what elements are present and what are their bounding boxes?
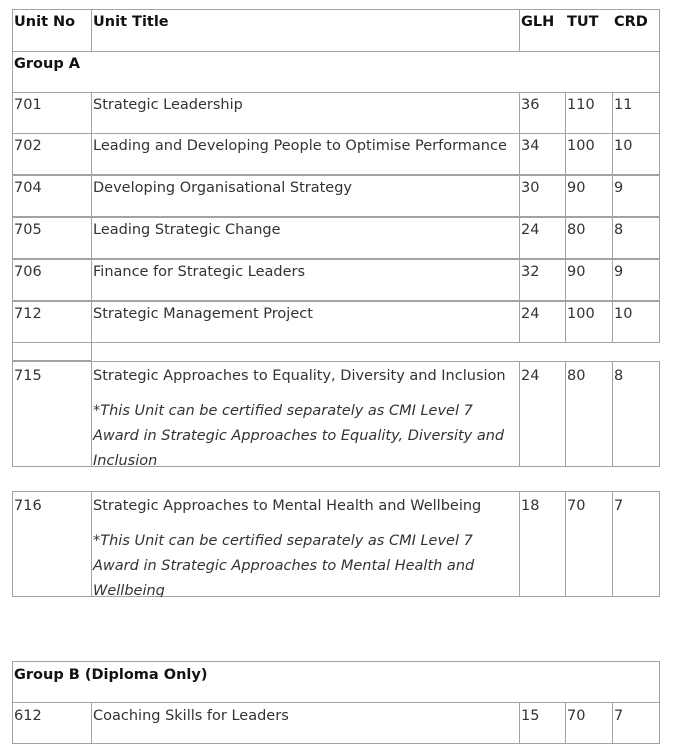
unit-note: *This Unit can be certified separately as CMI Level 7 Award in Strategic Approaches to Equality, Diversity and Inclusion bbox=[93, 403, 505, 467]
col-header-unit-no: Unit No bbox=[14, 14, 76, 30]
unit-note: *This Unit can be certified separately as CMI Level 7 Award in Strategic Approaches to Mental Health and Wellbeing bbox=[93, 533, 475, 597]
unit-glh: 24 bbox=[519, 301, 566, 343]
unit-no: 716 bbox=[14, 498, 42, 514]
unit-glh: 15 bbox=[519, 702, 566, 744]
header-row bbox=[12, 9, 660, 52]
unit-title: Strategic Leadership bbox=[91, 92, 520, 134]
unit-tut: 80 bbox=[565, 361, 612, 467]
table-row bbox=[12, 92, 660, 134]
unit-crd: 8 bbox=[612, 217, 659, 259]
col-header-glh: GLH bbox=[519, 9, 565, 52]
unit-glh: 24 bbox=[519, 217, 566, 259]
unit-glh: 30 bbox=[519, 175, 566, 217]
unit-no: 704 bbox=[14, 180, 42, 196]
table-row bbox=[12, 133, 660, 175]
unit-title: Developing Organisational Strategy bbox=[91, 175, 520, 217]
unit-no: 706 bbox=[14, 264, 42, 280]
unit-crd: 7 bbox=[612, 491, 659, 597]
unit-crd: 10 bbox=[612, 133, 659, 175]
group-a-row bbox=[12, 51, 660, 93]
col-header-tut: TUT bbox=[567, 14, 599, 30]
unit-glh: 34 bbox=[519, 133, 566, 175]
unit-tut: 90 bbox=[565, 259, 612, 301]
unit-no: 705 bbox=[14, 222, 42, 238]
unit-title: Finance for Strategic Leaders bbox=[91, 259, 520, 301]
unit-no: 612 bbox=[14, 708, 42, 724]
col-header-crd: CRD bbox=[614, 14, 648, 30]
empty-cell bbox=[12, 342, 92, 361]
unit-title: Leading and Developing People to Optimise Performance bbox=[91, 133, 520, 175]
unit-tut: 70 bbox=[565, 702, 612, 744]
unit-title: Strategic Approaches to Mental Health and Wellbeing bbox=[93, 498, 482, 514]
table-row bbox=[12, 301, 660, 343]
group-b-label: Group B (Diploma Only) bbox=[14, 667, 208, 683]
unit-title: Strategic Approaches to Equality, Diversity and Inclusion bbox=[93, 368, 506, 384]
table-row-716 bbox=[12, 491, 660, 597]
unit-crd: 11 bbox=[612, 92, 659, 134]
unit-tut: 100 bbox=[565, 301, 612, 343]
unit-no: 715 bbox=[14, 368, 42, 384]
unit-title: Coaching Skills for Leaders bbox=[91, 702, 520, 744]
table-row bbox=[12, 702, 660, 744]
unit-crd: 9 bbox=[612, 259, 659, 301]
unit-crd: 8 bbox=[612, 361, 659, 467]
group-a-label: Group A bbox=[14, 56, 80, 72]
table-row bbox=[12, 217, 660, 259]
unit-tut: 110 bbox=[565, 92, 612, 134]
unit-crd: 10 bbox=[612, 301, 659, 343]
unit-glh: 24 bbox=[519, 361, 566, 467]
unit-tut: 70 bbox=[565, 491, 612, 597]
unit-glh: 18 bbox=[519, 491, 566, 597]
unit-glh: 32 bbox=[519, 259, 566, 301]
unit-tut: 80 bbox=[565, 217, 612, 259]
unit-title: Strategic Management Project bbox=[91, 301, 520, 343]
unit-title: Leading Strategic Change bbox=[91, 217, 520, 259]
unit-title-cell bbox=[91, 361, 520, 467]
unit-crd: 9 bbox=[612, 175, 659, 217]
unit-tut: 90 bbox=[565, 175, 612, 217]
group-b-row bbox=[12, 661, 660, 703]
table-row bbox=[12, 175, 660, 217]
unit-no: 712 bbox=[14, 306, 42, 322]
unit-no: 702 bbox=[14, 138, 42, 154]
table-row bbox=[12, 259, 660, 301]
unit-tut: 100 bbox=[565, 133, 612, 175]
unit-crd: 7 bbox=[612, 702, 659, 744]
col-header-unit-title: Unit Title bbox=[91, 9, 520, 52]
unit-glh: 36 bbox=[519, 92, 566, 134]
unit-title-cell bbox=[91, 491, 520, 597]
unit-no: 701 bbox=[14, 97, 42, 113]
table-row-715 bbox=[12, 361, 660, 467]
